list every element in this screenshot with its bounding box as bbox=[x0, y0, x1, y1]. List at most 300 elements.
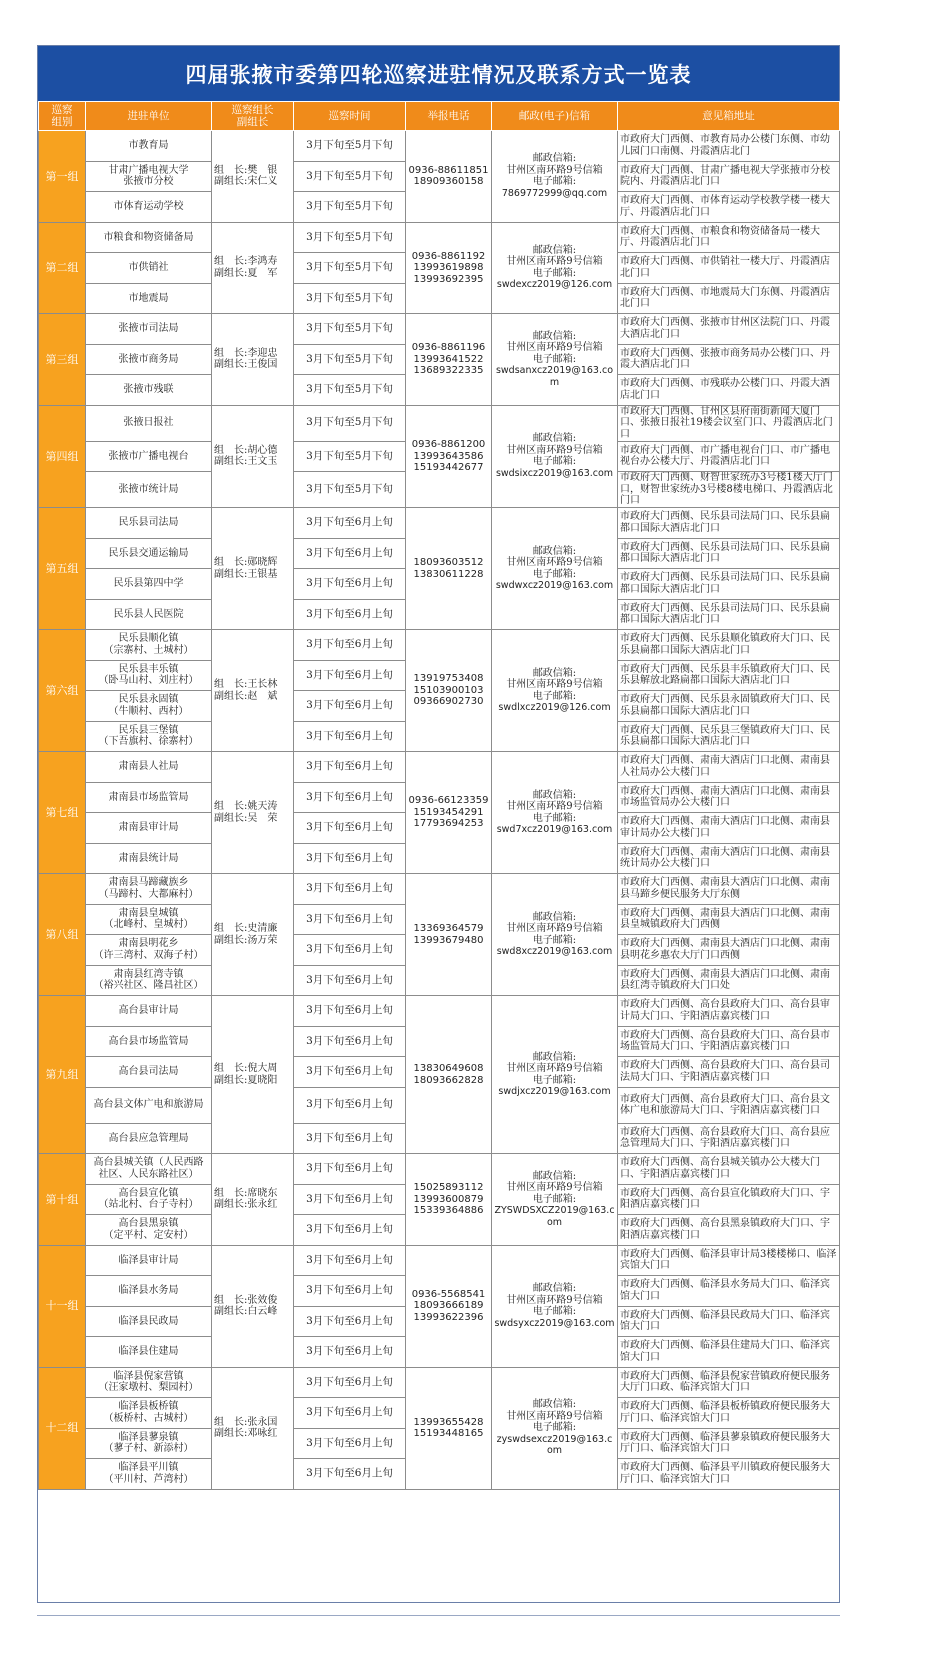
inspection-table bbox=[38, 101, 840, 1490]
text-line: 民乐县第四中学 bbox=[113, 578, 184, 589]
phone-cell bbox=[406, 222, 492, 314]
text-line: 邮政信箱: bbox=[532, 911, 577, 923]
group-label: 十一组 bbox=[39, 1245, 86, 1367]
unit-cell bbox=[86, 1337, 212, 1368]
unit-cell bbox=[86, 1398, 212, 1429]
text-line: 邮政信箱: bbox=[532, 667, 577, 679]
table-row bbox=[39, 314, 840, 345]
text-line: 民乐县顺化镇 bbox=[118, 633, 179, 645]
text-line: 13919753408 bbox=[413, 673, 484, 685]
header-group: 巡察 组别 bbox=[39, 102, 86, 131]
text-line: 张掖市广播电视台 bbox=[108, 450, 189, 462]
address-cell: 市政府大门西侧、高台县政府大门口、高台县司法局大门口、宇阳酒店嘉宾楼门口 bbox=[618, 1057, 840, 1088]
unit-cell bbox=[86, 965, 212, 996]
unit-cell bbox=[86, 314, 212, 345]
unit-cell bbox=[86, 344, 212, 375]
text-line: 民乐县永固镇 bbox=[118, 694, 179, 706]
text-line: 临泽县住建局 bbox=[118, 1346, 179, 1357]
unit-cell bbox=[86, 1123, 212, 1154]
time-cell: 3月下旬至5月下旬 bbox=[294, 253, 406, 284]
text-line: 张掖市残联 bbox=[123, 384, 174, 395]
text-line: 肃南县马蹄藏族乡 bbox=[108, 877, 189, 889]
text-line: 甘州区南环路9号信箱 bbox=[506, 1294, 603, 1306]
address-cell: 市政府大门西侧、高台县政府大门口、高台县应急管理局大门口、宇阳酒店嘉宾楼门口 bbox=[618, 1123, 840, 1154]
text-line: 15193454291 bbox=[413, 806, 484, 818]
text-line: ZYSWDSXCZ2019@163.com bbox=[494, 1205, 615, 1228]
unit-cell bbox=[86, 1306, 212, 1337]
address-cell: 市政府大门西侧、市体育运动学校教学楼一楼大厅、丹霞酒店北门口 bbox=[618, 192, 840, 223]
time-cell: 3月下旬至6月上旬 bbox=[294, 1398, 406, 1429]
unit-cell bbox=[86, 1026, 212, 1057]
text-line: 邮政信箱: bbox=[532, 1283, 577, 1294]
unit-cell bbox=[86, 472, 212, 508]
text-line: 邮政信箱: bbox=[532, 789, 577, 801]
text-line: zyswdsexcz2019@163.com bbox=[496, 1433, 613, 1457]
text-line: 13830611228 bbox=[413, 568, 484, 580]
text-line: 张掖日报社 bbox=[123, 417, 174, 429]
address-cell: 市政府大门西侧、高台县宣化镇政府大门口、宇阳酒店嘉宾楼门口 bbox=[618, 1184, 840, 1215]
group-label: 十二组 bbox=[39, 1367, 86, 1489]
time-cell: 3月下旬至6月上旬 bbox=[294, 1337, 406, 1368]
address-cell: 市政府大门西侧、高台县政府大门口、高台县文体广电和旅游局大门口、宇阳酒店嘉宾楼门口 bbox=[618, 1087, 840, 1123]
text-line: 电子邮箱: bbox=[532, 176, 577, 188]
unit-cell bbox=[86, 1184, 212, 1215]
footer-rule bbox=[37, 1615, 840, 1616]
text-line: 张掖市司法局 bbox=[118, 323, 179, 334]
mailbox-cell bbox=[492, 874, 618, 996]
leader-cell bbox=[212, 405, 294, 508]
text-line: （平川村、芦湾村） bbox=[103, 1473, 194, 1485]
address-cell: 市政府大门西侧、肃南县大酒店门口北侧、肃南县马蹄乡便民服务大厅东侧 bbox=[618, 874, 840, 905]
address-cell: 市政府大门西侧、民乐县司法局门口、民乐县扁都口国际大酒店北门口 bbox=[618, 508, 840, 539]
text-line: 副组长:王文玉 bbox=[214, 456, 278, 468]
text-line: 张掖市商务局 bbox=[118, 353, 179, 365]
text-line: 高台县城关镇（人民西路 bbox=[93, 1157, 204, 1169]
text-line: 肃南县人社局 bbox=[118, 761, 179, 772]
text-line: 7869772999@qq.com bbox=[501, 187, 608, 199]
text-line: 电子邮箱: bbox=[532, 1193, 577, 1205]
address-cell: 市政府大门西侧、张掖市甘州区法院门口、丹霞大酒店北门口 bbox=[618, 314, 840, 345]
text-line: 组 长:席晓东 bbox=[214, 1187, 278, 1199]
time-cell: 3月下旬至6月上旬 bbox=[294, 874, 406, 905]
unit-cell bbox=[86, 192, 212, 223]
time-cell: 3月下旬至5月下旬 bbox=[294, 405, 406, 441]
leader-cell bbox=[212, 630, 294, 752]
leader-cell bbox=[212, 508, 294, 630]
table-frame bbox=[37, 45, 840, 1603]
unit-cell bbox=[86, 222, 212, 253]
mailbox-cell bbox=[492, 1367, 618, 1489]
text-line: 电子邮箱: bbox=[532, 1422, 577, 1434]
text-line: 高台县审计局 bbox=[118, 1005, 179, 1016]
group-label: 第十组 bbox=[39, 1154, 86, 1246]
time-cell: 3月下旬至6月上旬 bbox=[294, 1459, 406, 1490]
text-line: （许三湾村、双海子村） bbox=[93, 949, 204, 961]
text-line: 组 长:李鸿寿 bbox=[214, 256, 278, 268]
text-line: 13993679480 bbox=[413, 934, 484, 946]
group-label: 第九组 bbox=[39, 996, 86, 1154]
text-line: 临泽县审计局 bbox=[118, 1254, 179, 1266]
text-line: 副组长:汤万荣 bbox=[214, 934, 278, 946]
table-row bbox=[39, 222, 840, 253]
time-cell: 3月下旬至5月下旬 bbox=[294, 441, 406, 472]
text-line: 18093603512 bbox=[413, 557, 484, 568]
text-line: （汪家墩村、梨园村） bbox=[98, 1382, 199, 1394]
phone-cell bbox=[406, 405, 492, 508]
text-line: 副组长:王俊国 bbox=[214, 359, 278, 371]
time-cell: 3月下旬至6月上旬 bbox=[294, 813, 406, 844]
table-row bbox=[39, 405, 840, 441]
address-cell: 市政府大门西侧、肃南大酒店门口北侧、肃南县人社局办公大楼门口 bbox=[618, 752, 840, 783]
text-line: （北峰村、皇城村） bbox=[103, 919, 194, 931]
time-cell: 3月下旬至6月上旬 bbox=[294, 1087, 406, 1123]
text-line: 肃南县统计局 bbox=[118, 852, 179, 864]
text-line: 13369364579 bbox=[413, 923, 484, 934]
text-line: 副组长:夏 军 bbox=[214, 267, 278, 279]
time-cell: 3月下旬至6月上旬 bbox=[294, 599, 406, 630]
unit-cell bbox=[86, 538, 212, 569]
text-line: 13830649608 bbox=[413, 1063, 484, 1074]
text-line: 副组长:王银基 bbox=[214, 568, 278, 580]
address-cell: 市政府大门西侧、财智世家统办3号楼1楼大厅门口，财智世家统办3号楼8楼电梯口、丹霞酒店北门口 bbox=[618, 472, 840, 508]
text-line: swd7xcz2019@163.com bbox=[496, 824, 613, 835]
text-line: 甘州区南环路9号信箱 bbox=[506, 801, 603, 812]
text-line: （宗寨村、土城村） bbox=[103, 644, 194, 656]
time-cell: 3月下旬至5月下旬 bbox=[294, 222, 406, 253]
text-line: （裕兴社区、隆昌社区） bbox=[93, 980, 204, 992]
time-cell: 3月下旬至6月上旬 bbox=[294, 721, 406, 752]
address-cell: 市政府大门西侧、甘州区县府南街新闻大厦门口、张掖日报社19楼会议室门口、丹霞酒店北门口 bbox=[618, 405, 840, 441]
text-line: 电子邮箱: bbox=[532, 690, 577, 702]
time-cell: 3月下旬至5月下旬 bbox=[294, 283, 406, 314]
unit-cell bbox=[86, 1057, 212, 1088]
text-line: 13993622396 bbox=[413, 1311, 484, 1323]
text-line: 13993655428 bbox=[413, 1416, 484, 1428]
text-line: 甘州区南环路9号信箱 bbox=[506, 557, 603, 568]
text-line: 民乐县交通运输局 bbox=[108, 547, 189, 559]
address-cell: 市政府大门西侧、高台县城关镇办公大楼大门口、宇阳酒店嘉宾楼门口 bbox=[618, 1154, 840, 1185]
text-line: 临泽县板桥镇 bbox=[118, 1401, 179, 1413]
text-line: 副组长:张永红 bbox=[214, 1199, 278, 1211]
table-row bbox=[39, 1245, 840, 1276]
time-cell: 3月下旬至6月上旬 bbox=[294, 1367, 406, 1398]
unit-cell bbox=[86, 660, 212, 691]
text-line: 组 长:倪大周 bbox=[214, 1063, 278, 1074]
text-line: 肃南县审计局 bbox=[118, 822, 179, 833]
text-line: 高台县司法局 bbox=[118, 1066, 179, 1077]
time-cell: 3月下旬至6月上旬 bbox=[294, 965, 406, 996]
mailbox-cell bbox=[492, 752, 618, 874]
mailbox-cell bbox=[492, 131, 618, 223]
unit-cell bbox=[86, 752, 212, 783]
unit-cell bbox=[86, 996, 212, 1027]
text-line: 0936-5568541 bbox=[411, 1288, 486, 1300]
unit-cell bbox=[86, 1245, 212, 1276]
phone-cell bbox=[406, 874, 492, 996]
unit-cell bbox=[86, 630, 212, 661]
text-line: swdsyxcz2019@163.com bbox=[494, 1317, 615, 1329]
text-line: swdsanxcz2019@163.com bbox=[495, 365, 614, 388]
text-line: （卧马山村、刘庄村） bbox=[98, 675, 199, 687]
text-line: 副组长:夏晓阳 bbox=[214, 1074, 278, 1086]
text-line: swd8xcz2019@163.com bbox=[496, 946, 613, 957]
text-line: 肃南县红湾寺镇 bbox=[113, 968, 184, 980]
time-cell: 3月下旬至6月上旬 bbox=[294, 1026, 406, 1057]
text-line: 市供销社 bbox=[128, 262, 169, 273]
leader-cell bbox=[212, 752, 294, 874]
address-cell: 市政府大门西侧、民乐县丰乐镇政府大门口、民乐县解放北路扁都口国际大酒店北门口 bbox=[618, 660, 840, 691]
text-line: 肃南县皇城镇 bbox=[118, 907, 179, 919]
unit-cell bbox=[86, 1459, 212, 1490]
time-cell: 3月下旬至6月上旬 bbox=[294, 752, 406, 783]
text-line: （牛顺村、西村） bbox=[108, 705, 189, 717]
time-cell: 3月下旬至6月上旬 bbox=[294, 904, 406, 935]
unit-cell bbox=[86, 1428, 212, 1459]
time-cell: 3月下旬至6月上旬 bbox=[294, 996, 406, 1027]
text-line: 甘州区南环路9号信箱 bbox=[506, 342, 603, 353]
leader-cell bbox=[212, 131, 294, 223]
text-line: 组 长:郧晓辉 bbox=[214, 557, 278, 568]
time-cell: 3月下旬至5月下旬 bbox=[294, 472, 406, 508]
address-cell: 市政府大门西侧、肃南大酒店门口北侧、肃南县市场监管局办公大楼门口 bbox=[618, 782, 840, 813]
text-line: 电子邮箱: bbox=[532, 1074, 577, 1086]
unit-cell bbox=[86, 405, 212, 441]
time-cell: 3月下旬至6月上旬 bbox=[294, 1057, 406, 1088]
table-body bbox=[39, 131, 840, 1490]
text-line: （站北村、台子寺村） bbox=[98, 1199, 199, 1211]
phone-cell bbox=[406, 1245, 492, 1367]
time-cell: 3月下旬至6月上旬 bbox=[294, 508, 406, 539]
time-cell: 3月下旬至6月上旬 bbox=[294, 1428, 406, 1459]
address-cell: 市政府大门西侧、市广播电视台门口、市广播电视台办公楼大厅、丹霞酒店北门口 bbox=[618, 441, 840, 472]
address-cell: 市政府大门西侧、高台县政府大门口、高台县审计局大门口、宇阳酒店嘉宾楼门口 bbox=[618, 996, 840, 1027]
text-line: 13993600879 bbox=[413, 1193, 484, 1205]
unit-cell bbox=[86, 1087, 212, 1123]
text-line: 0936-88611851 bbox=[408, 164, 489, 176]
address-cell: 市政府大门西侧、高台县黑泉镇政府大门口、宇阳酒店嘉宾楼门口 bbox=[618, 1215, 840, 1246]
text-line: （马蹄村、大都麻村） bbox=[98, 888, 199, 900]
page-title: 四届张掖市委第四轮巡察进驻情况及联系方式一览表 bbox=[38, 46, 839, 101]
address-cell: 市政府大门西侧、肃南县大酒店门口北侧、肃南县明花乡惠农大厅门口西侧 bbox=[618, 935, 840, 966]
text-line: 组 长:张永国 bbox=[214, 1416, 278, 1428]
address-cell: 市政府大门西侧、民乐县司法局门口、民乐县扁都口国际大酒店北门口 bbox=[618, 599, 840, 630]
text-line: （板桥村、古城村） bbox=[103, 1412, 194, 1424]
time-cell: 3月下旬至6月上旬 bbox=[294, 569, 406, 600]
unit-cell bbox=[86, 441, 212, 472]
time-cell: 3月下旬至6月上旬 bbox=[294, 782, 406, 813]
time-cell: 3月下旬至6月上旬 bbox=[294, 935, 406, 966]
address-cell: 市政府大门西侧、民乐县司法局门口、民乐县扁都口国际大酒店北门口 bbox=[618, 569, 840, 600]
text-line: 13993641522 bbox=[413, 353, 484, 365]
address-cell: 市政府大门西侧、肃南大酒店门口北侧、肃南县统计局办公大楼门口 bbox=[618, 843, 840, 874]
text-line: 13689322335 bbox=[413, 365, 484, 376]
text-line: 电子邮箱: bbox=[532, 353, 577, 365]
text-line: 0936-8861192 bbox=[411, 250, 486, 262]
unit-cell bbox=[86, 131, 212, 162]
text-line: （蓼子村、新添村） bbox=[103, 1443, 194, 1455]
text-line: 15025893112 bbox=[413, 1182, 484, 1193]
text-line: 民乐县三堡镇 bbox=[118, 724, 179, 736]
time-cell: 3月下旬至6月上旬 bbox=[294, 1245, 406, 1276]
unit-cell bbox=[86, 1367, 212, 1398]
text-line: 17793694253 bbox=[413, 818, 484, 830]
table-header-row bbox=[39, 102, 840, 131]
unit-cell bbox=[86, 691, 212, 722]
unit-cell bbox=[86, 813, 212, 844]
time-cell: 3月下旬至5月下旬 bbox=[294, 314, 406, 345]
text-line: 09366902730 bbox=[413, 696, 484, 708]
table-row bbox=[39, 874, 840, 905]
text-line: 组 长:樊 银 bbox=[214, 164, 278, 176]
mailbox-cell bbox=[492, 1154, 618, 1246]
unit-cell bbox=[86, 1154, 212, 1185]
text-line: 组 长:王长林 bbox=[214, 679, 278, 690]
text-line: 高台县宣化镇 bbox=[118, 1187, 179, 1199]
text-line: 13993643586 bbox=[413, 450, 484, 462]
time-cell: 3月下旬至6月上旬 bbox=[294, 630, 406, 661]
unit-cell bbox=[86, 599, 212, 630]
unit-cell bbox=[86, 161, 212, 192]
text-line: 市体育运动学校 bbox=[113, 201, 184, 212]
address-cell: 市政府大门西侧、临泽县审计局3楼楼梯口、临泽宾馆大门口 bbox=[618, 1245, 840, 1276]
phone-cell bbox=[406, 1367, 492, 1489]
time-cell: 3月下旬至5月下旬 bbox=[294, 131, 406, 162]
header-mail: 邮政(电子)信箱 bbox=[492, 102, 618, 131]
text-line: 电子邮箱: bbox=[532, 934, 577, 946]
group-label: 第五组 bbox=[39, 508, 86, 630]
text-line: 临泽县水务局 bbox=[118, 1285, 179, 1296]
leader-cell bbox=[212, 874, 294, 996]
text-line: 甘州区南环路9号信箱 bbox=[506, 923, 603, 934]
address-cell: 市政府大门西侧、市教育局办公楼门东侧、市幼儿园门口南侧、丹霞酒店北门 bbox=[618, 131, 840, 162]
header-unit: 进驻单位 bbox=[86, 102, 212, 131]
unit-cell bbox=[86, 782, 212, 813]
address-cell: 市政府大门西侧、民乐县三堡镇政府大门口、民乐县扁都口国际大酒店北门口 bbox=[618, 721, 840, 752]
unit-cell bbox=[86, 253, 212, 284]
time-cell: 3月下旬至6月上旬 bbox=[294, 843, 406, 874]
mailbox-cell bbox=[492, 996, 618, 1154]
text-line: 甘州区南环路9号信箱 bbox=[506, 1182, 603, 1193]
address-cell: 市政府大门西侧、市地震局大门东侧、丹霞酒店北门口 bbox=[618, 283, 840, 314]
time-cell: 3月下旬至6月上旬 bbox=[294, 1184, 406, 1215]
text-line: swdjxcz2019@163.com bbox=[498, 1086, 611, 1097]
text-line: 市教育局 bbox=[128, 140, 169, 151]
unit-cell bbox=[86, 721, 212, 752]
header-leader: 巡察组长 副组长 bbox=[212, 102, 294, 131]
time-cell: 3月下旬至6月上旬 bbox=[294, 1215, 406, 1246]
text-line: 邮政信箱: bbox=[532, 1399, 577, 1411]
text-line: 高台县黑泉镇 bbox=[118, 1218, 179, 1230]
text-line: 临泽县平川镇 bbox=[118, 1462, 179, 1474]
table-row bbox=[39, 1154, 840, 1185]
time-cell: 3月下旬至5月下旬 bbox=[294, 161, 406, 192]
text-line: 甘州区南环路9号信箱 bbox=[506, 1410, 603, 1422]
text-line: 甘州区南环路9号信箱 bbox=[506, 256, 603, 268]
text-line: 民乐县人民医院 bbox=[113, 608, 184, 620]
unit-cell bbox=[86, 1215, 212, 1246]
text-line: 电子邮箱: bbox=[532, 456, 577, 468]
text-line: 组 长:胡心德 bbox=[214, 444, 278, 456]
address-cell: 市政府大门西侧、市残联办公楼门口、丹霞大酒店北门口 bbox=[618, 375, 840, 406]
address-cell: 市政府大门西侧、民乐县顺化镇政府大门口、民乐县扁都口国际大酒店北门口 bbox=[618, 630, 840, 661]
table-row bbox=[39, 508, 840, 539]
unit-cell bbox=[86, 874, 212, 905]
text-line: 组 长:李迎忠 bbox=[214, 347, 278, 359]
text-line: 副组长:吴 荣 bbox=[214, 812, 278, 824]
phone-cell bbox=[406, 630, 492, 752]
mailbox-cell bbox=[492, 314, 618, 406]
time-cell: 3月下旬至6月上旬 bbox=[294, 1276, 406, 1307]
text-line: swdexcz2019@126.com bbox=[496, 279, 613, 291]
text-line: 0936-8861196 bbox=[411, 342, 486, 353]
mailbox-cell bbox=[492, 508, 618, 630]
text-line: 电子邮箱: bbox=[532, 812, 577, 824]
text-line: 甘州区南环路9号信箱 bbox=[506, 164, 603, 176]
header-phone: 举报电话 bbox=[406, 102, 492, 131]
address-cell: 市政府大门西侧、甘肃广播电视大学张掖市分校院内、丹霞酒店北门口 bbox=[618, 161, 840, 192]
text-line: 肃南县明花乡 bbox=[118, 938, 179, 950]
phone-cell bbox=[406, 131, 492, 223]
text-line: 15193442677 bbox=[413, 462, 484, 473]
phone-cell bbox=[406, 508, 492, 630]
address-cell: 市政府大门西侧、肃南县大酒店门口北侧、肃南县红湾寺镇政府大门口处 bbox=[618, 965, 840, 996]
text-line: 电子邮箱: bbox=[532, 267, 577, 279]
time-cell: 3月下旬至5月下旬 bbox=[294, 375, 406, 406]
text-line: 邮政信箱: bbox=[532, 433, 577, 445]
text-line: 市粮食和物资储备局 bbox=[103, 231, 194, 243]
group-label: 第四组 bbox=[39, 405, 86, 508]
text-line: 15103900103 bbox=[413, 684, 484, 696]
text-line: swdwxcz2019@163.com bbox=[495, 580, 614, 591]
phone-cell bbox=[406, 996, 492, 1154]
time-cell: 3月下旬至6月上旬 bbox=[294, 1154, 406, 1185]
group-label: 第七组 bbox=[39, 752, 86, 874]
text-line: 甘肃广播电视大学 bbox=[108, 164, 189, 176]
text-line: 电子邮箱: bbox=[532, 568, 577, 580]
address-cell: 市政府大门西侧、临泽县民政局大门口、临泽宾馆大门口 bbox=[618, 1306, 840, 1337]
unit-cell bbox=[86, 1276, 212, 1307]
leader-cell bbox=[212, 222, 294, 314]
phone-cell bbox=[406, 752, 492, 874]
unit-cell bbox=[86, 375, 212, 406]
text-line: 0936-66123359 bbox=[408, 795, 489, 807]
text-line: 邮政信箱: bbox=[532, 1051, 577, 1063]
text-line: 邮政信箱: bbox=[532, 153, 577, 165]
text-line: 组 长:张效俊 bbox=[214, 1294, 278, 1306]
header-addr: 意见箱地址 bbox=[618, 102, 840, 131]
phone-cell bbox=[406, 1154, 492, 1246]
table-row bbox=[39, 752, 840, 783]
address-cell: 市政府大门西侧、民乐县永固镇政府大门口、民乐县扁都口国际大酒店北门口 bbox=[618, 691, 840, 722]
text-line: swdsixcz2019@163.com bbox=[495, 467, 614, 479]
address-cell: 市政府大门西侧、市供销社一楼大厅、丹霞酒店北门口 bbox=[618, 253, 840, 284]
text-line: 组 长:姚天涛 bbox=[214, 801, 278, 812]
text-line: 18093666189 bbox=[413, 1300, 484, 1312]
address-cell: 市政府大门西侧、市粮食和物资储备局一楼大厅、丹霞酒店北门口 bbox=[618, 222, 840, 253]
mailbox-cell bbox=[492, 222, 618, 314]
address-cell: 市政府大门西侧、民乐县司法局门口、民乐县扁都口国际大酒店北门口 bbox=[618, 538, 840, 569]
mailbox-cell bbox=[492, 1245, 618, 1367]
unit-cell bbox=[86, 508, 212, 539]
time-cell: 3月下旬至6月上旬 bbox=[294, 538, 406, 569]
address-cell: 市政府大门西侧、张掖市商务局办公楼门口、丹霞大酒店北门口 bbox=[618, 344, 840, 375]
group-label: 第八组 bbox=[39, 874, 86, 996]
text-line: 张掖市统计局 bbox=[118, 483, 179, 495]
leader-cell bbox=[212, 996, 294, 1154]
text-line: 组 长:史清廉 bbox=[214, 923, 278, 934]
text-line: 社区、人民东路社区） bbox=[98, 1168, 199, 1180]
text-line: 民乐县丰乐镇 bbox=[118, 663, 179, 675]
